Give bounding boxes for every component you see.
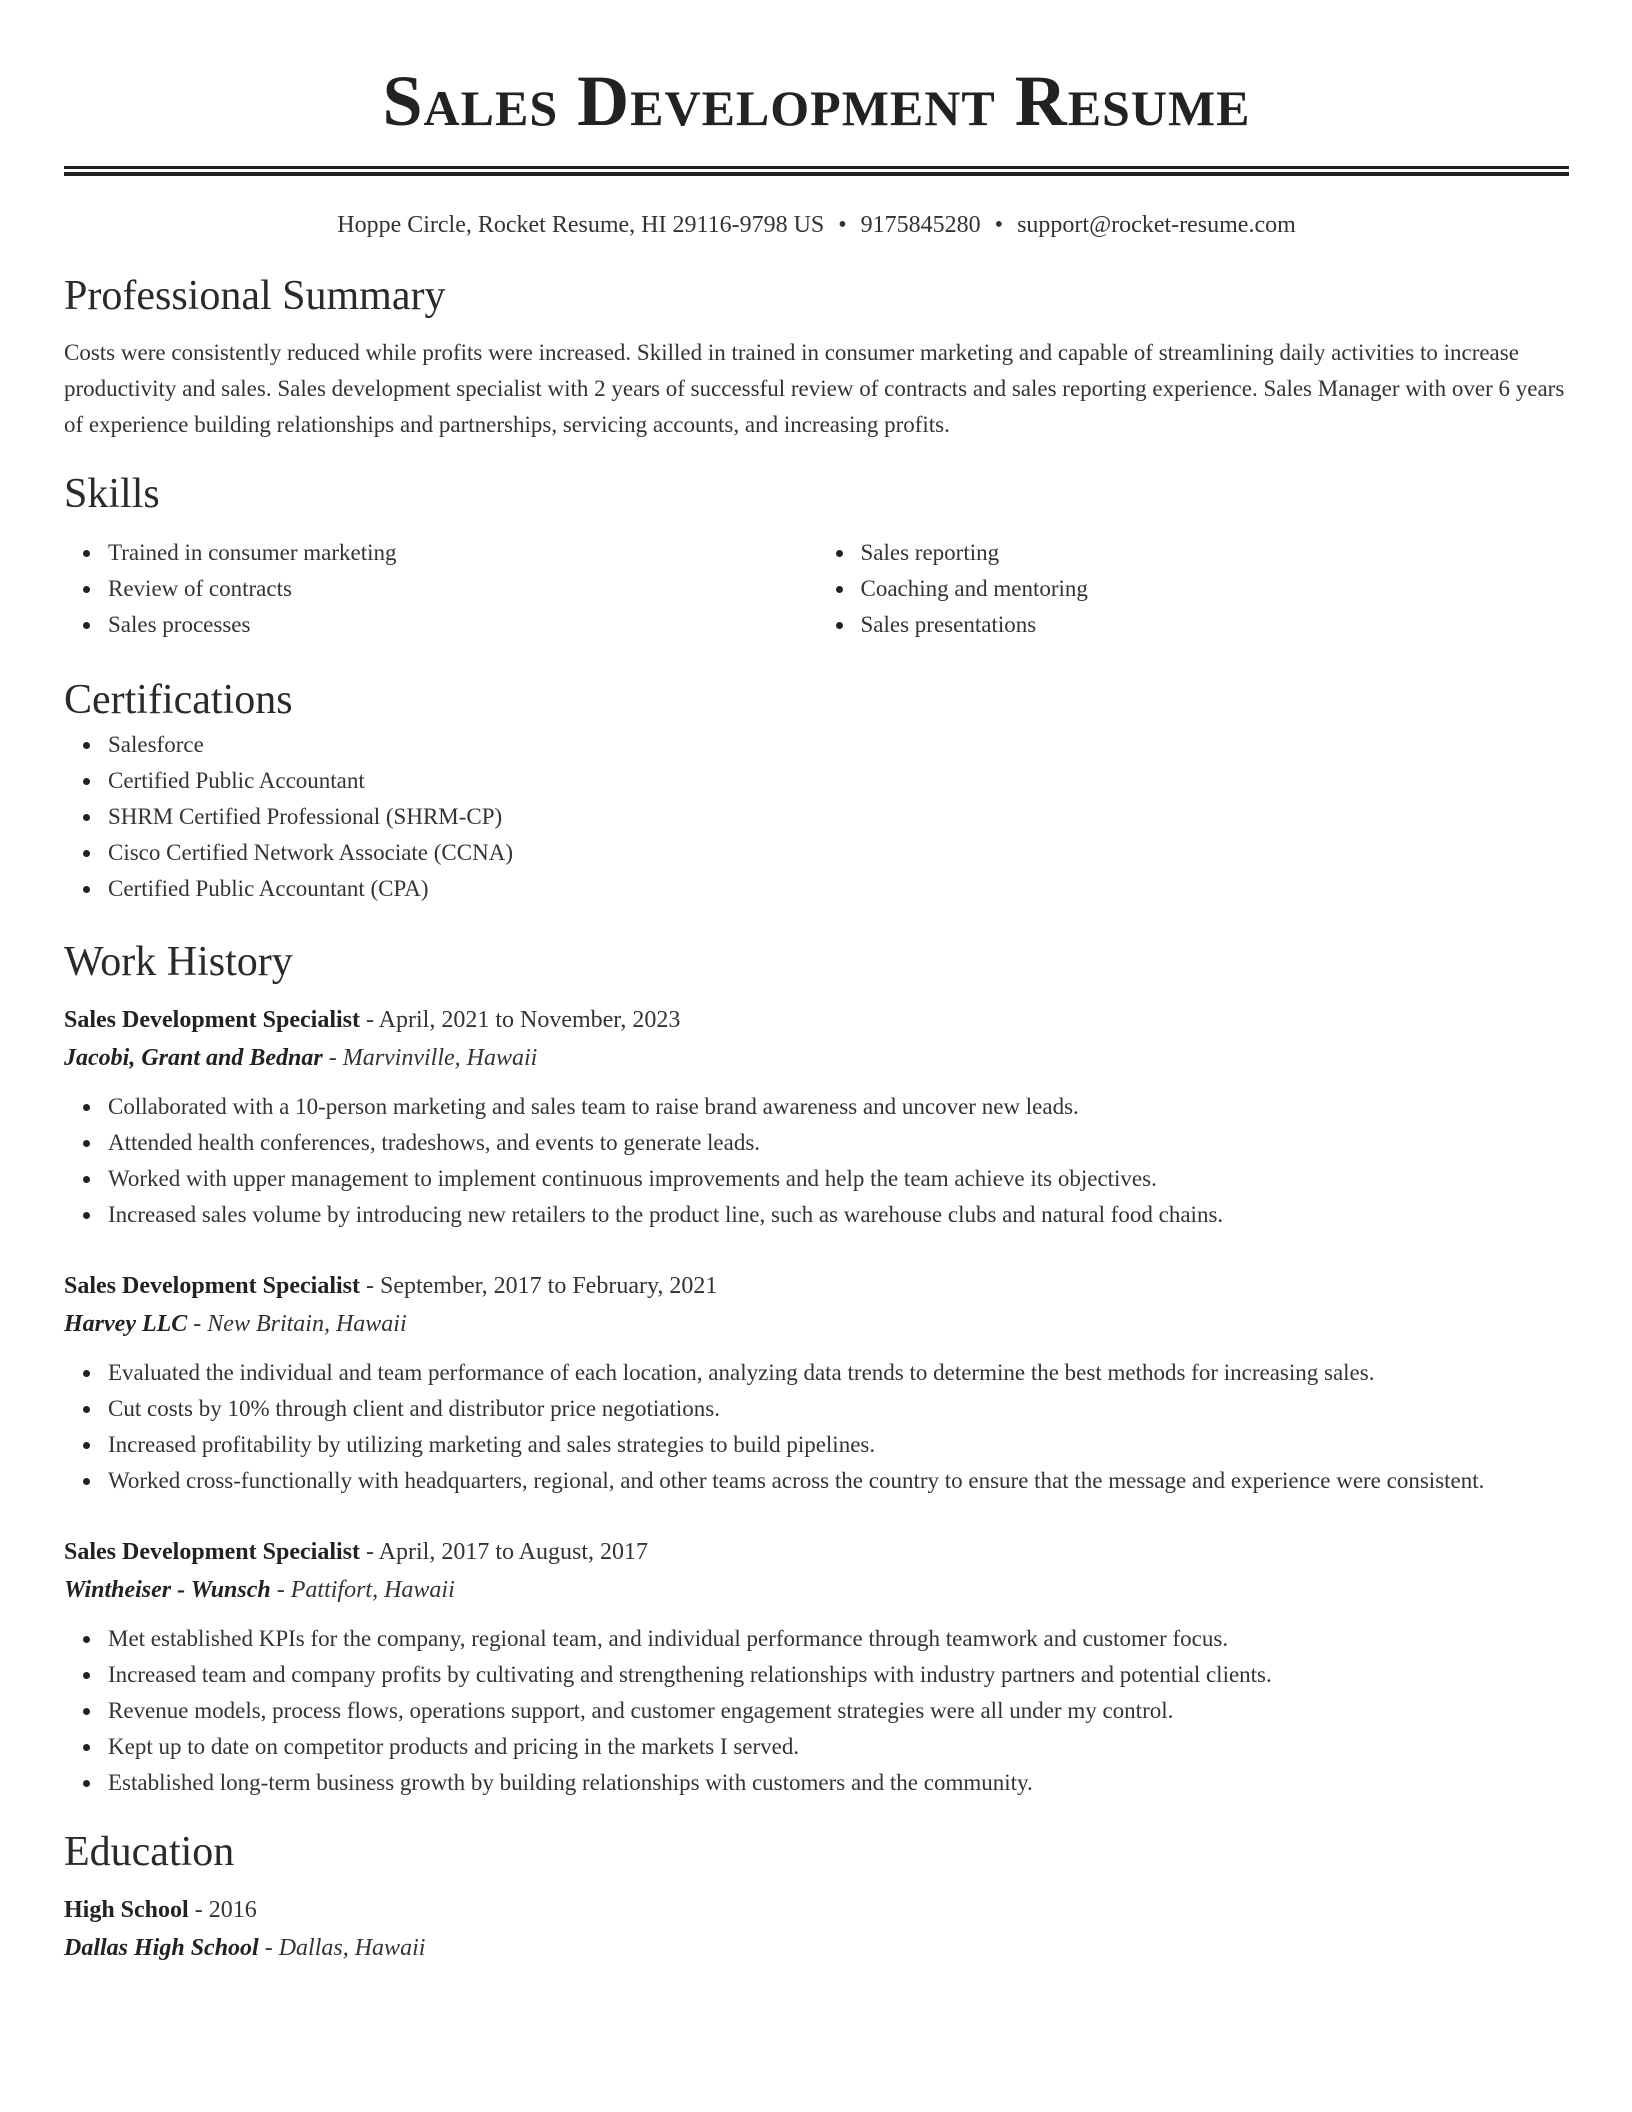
skill-item: Trained in consumer marketing: [108, 535, 817, 571]
skills-column-right: [817, 535, 1570, 643]
company-location: New Britain, Hawaii: [207, 1311, 407, 1337]
certification-item: Certified Public Accountant (CPA): [108, 871, 1569, 907]
job-bullet: Collaborated with a 10-person marketing and sales team to raise brand awareness and uncover new leads.: [108, 1089, 1569, 1125]
skills-grid: [64, 535, 1569, 643]
contact-separator: •: [994, 212, 1004, 238]
school-name: Dallas High School: [64, 1935, 259, 1961]
contact-line: [64, 209, 1569, 241]
job-dates: September, 2017 to February, 2021: [379, 1273, 718, 1299]
skills-list-right: [817, 535, 1570, 643]
job-title: Sales Development Specialist: [64, 1273, 360, 1299]
skill-item: Sales reporting: [861, 535, 1570, 571]
title-double-rule: [64, 166, 1569, 176]
dash: -: [359, 1007, 379, 1033]
job-title-line: [64, 1001, 1569, 1039]
certifications-list: [64, 727, 1569, 907]
company-name: Wintheiser - Wunsch: [64, 1577, 271, 1603]
certification-item: Cisco Certified Network Associate (CCNA): [108, 835, 1569, 871]
job-bullet: Cut costs by 10% through client and distributor price negotiations.: [108, 1391, 1569, 1427]
job-title-line: [64, 1533, 1569, 1571]
job-bullet: Revenue models, process flows, operations support, and customer engagement strategies were all under my control.: [108, 1693, 1569, 1729]
skill-item: Review of contracts: [108, 571, 817, 607]
dash: -: [188, 1897, 209, 1923]
resume-title: Sales Development Resume: [382, 61, 1251, 141]
job-entry: [64, 1533, 1569, 1801]
degree-line: [64, 1891, 1569, 1929]
education-entry: [64, 1891, 1569, 1967]
skill-item: Sales presentations: [861, 607, 1570, 643]
job-title: Sales Development Specialist: [64, 1007, 360, 1033]
company-line: [64, 1039, 1569, 1077]
job-dates: April, 2017 to August, 2017: [378, 1539, 648, 1565]
skills-heading: Skills: [64, 471, 160, 517]
job-bullet: Established long-term business growth by building relationships with customers and the community.: [108, 1765, 1569, 1801]
job-bullet: Attended health conferences, tradeshows, and events to generate leads.: [108, 1125, 1569, 1161]
job-title: Sales Development Specialist: [64, 1539, 360, 1565]
company-line: [64, 1305, 1569, 1343]
dash: -: [187, 1311, 208, 1337]
job-dates: April, 2021 to November, 2023: [378, 1007, 681, 1033]
graduation-year: 2016: [208, 1897, 257, 1923]
job-bullet: Worked cross-functionally with headquarters, regional, and other teams across the country to ensure that the message and experience were consistent.: [108, 1463, 1569, 1499]
contact-separator: •: [838, 212, 847, 238]
job-bullet: Increased profitability by utilizing marketing and sales strategies to build pipelines.: [108, 1427, 1569, 1463]
dash: -: [258, 1935, 279, 1961]
dash: -: [270, 1577, 291, 1603]
company-location: Pattifort, Hawaii: [290, 1577, 455, 1603]
summary-text: Costs were consistently reduced while profits were increased. Skilled in trained in consumer marketing and capable of streamlining daily activities to increase productivity and sales. Sales development specialist with 2 years of successful review of contracts and sales reporting experience. Sales Manager with over 6 years of experience building relationships and partnerships, servicing accounts, and increasing profits.: [64, 340, 1565, 437]
school-location: Dallas, Hawaii: [278, 1935, 426, 1961]
job-bullet: Kept up to date on competitor products and pricing in the markets I served.: [108, 1729, 1569, 1765]
job-bullet: Evaluated the individual and team performance of each location, analyzing data trends to determine the best methods for increasing sales.: [108, 1355, 1569, 1391]
company-name: Harvey LLC: [64, 1311, 188, 1337]
skill-item: Coaching and mentoring: [861, 571, 1570, 607]
company-name: Jacobi, Grant and Bednar: [64, 1045, 323, 1071]
skills-column-left: [64, 535, 817, 643]
education-heading: Education: [64, 1829, 235, 1875]
job-title-line: [64, 1267, 1569, 1305]
job-bullets: [64, 1621, 1569, 1801]
dash: -: [359, 1539, 379, 1565]
job-entry: [64, 1267, 1569, 1499]
dash: -: [359, 1273, 380, 1299]
summary-heading: Professional Summary: [64, 273, 446, 319]
certification-item: Salesforce: [108, 727, 1569, 763]
dash: -: [322, 1045, 343, 1071]
school-line: [64, 1929, 1569, 1967]
job-bullet: Worked with upper management to implement continuous improvements and help the team achieve its objectives.: [108, 1161, 1569, 1197]
certification-item: SHRM Certified Professional (SHRM-CP): [108, 799, 1569, 835]
skill-item: Sales processes: [108, 607, 817, 643]
contact-address: Hoppe Circle, Rocket Resume, HI 29116-9798 US: [337, 212, 825, 238]
company-line: [64, 1571, 1569, 1609]
certifications-heading: Certifications: [64, 677, 293, 723]
certification-item: Certified Public Accountant: [108, 763, 1569, 799]
company-location: Marvinville, Hawaii: [342, 1045, 538, 1071]
skills-list-left: [64, 535, 817, 643]
job-bullets: [64, 1089, 1569, 1233]
job-bullet: Increased team and company profits by cultivating and strengthening relationships with industry partners and potential clients.: [108, 1657, 1569, 1693]
job-entry: [64, 1001, 1569, 1233]
contact-phone: 9175845280: [860, 212, 981, 238]
job-bullets: [64, 1355, 1569, 1499]
resume-page: [64, 0, 1569, 1967]
job-bullet: Increased sales volume by introducing new retailers to the product line, such as warehouse clubs and natural food chains.: [108, 1197, 1569, 1233]
job-bullet: Met established KPIs for the company, regional team, and individual performance through teamwork and customer focus.: [108, 1621, 1569, 1657]
contact-email: support@rocket-resume.com: [1017, 212, 1296, 238]
work-history-heading: Work History: [64, 939, 293, 985]
degree: High School: [64, 1897, 189, 1923]
